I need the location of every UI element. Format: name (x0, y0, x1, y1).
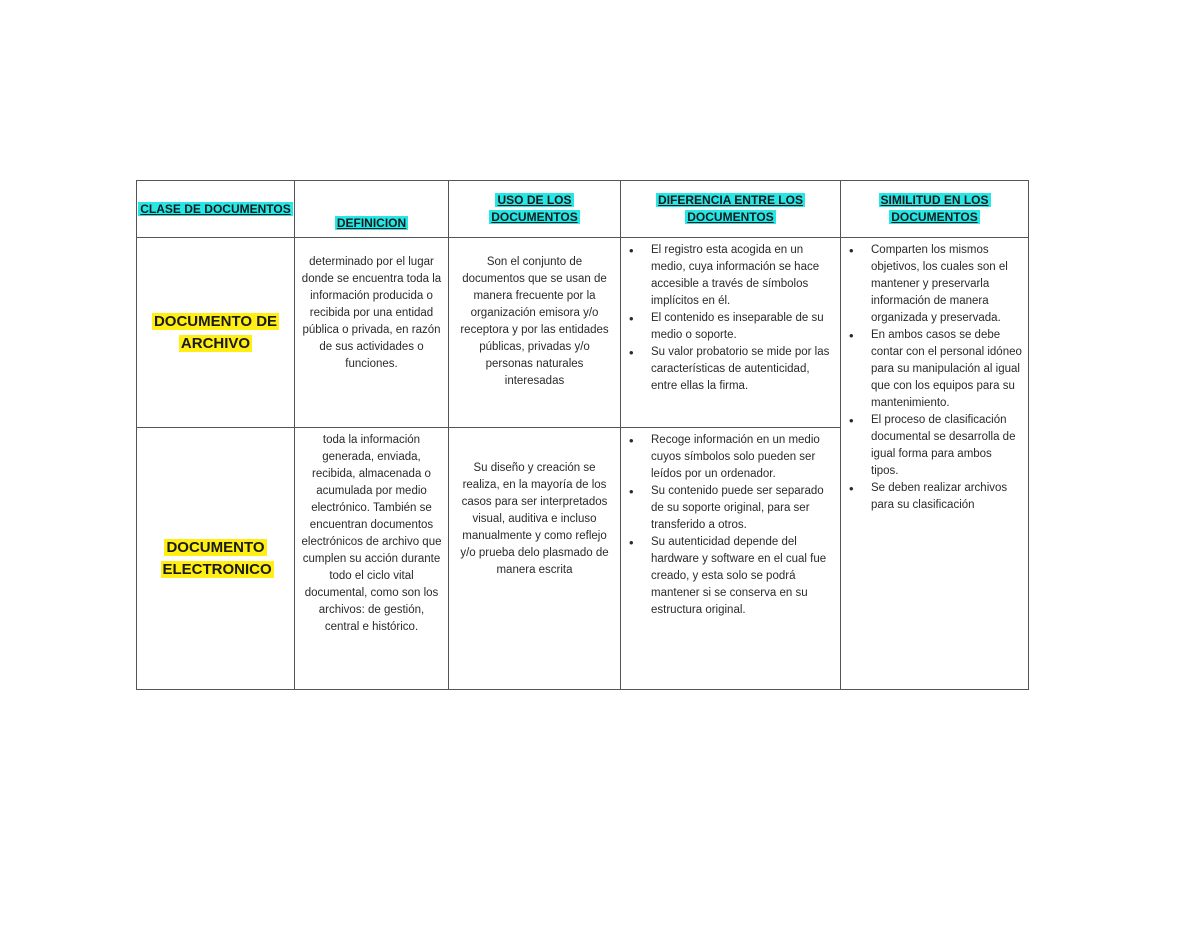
list-item: • El proceso de clasificación documental se desarrolla de igual forma para ambos tipos. (871, 412, 1022, 480)
header-similitud-label: SIMILITUD EN LOS DOCUMENTOS (880, 193, 989, 224)
list-item: • En ambos casos se debe contar con el personal idóneo para su manipulación al igual que con los equipos para su mantenimiento. (871, 327, 1022, 412)
list-item: • Su contenido puede ser separado de su soporte original, para ser transferido a otros. (651, 483, 834, 534)
list-item: • Se deben realizar archivos para su clasificación (871, 480, 1022, 514)
header-diferencia-label: DIFERENCIA ENTRE LOS DOCUMENTOS (658, 193, 803, 224)
header-diferencia (621, 181, 841, 238)
header-clase-label: CLASE DE DOCUMENTOS (140, 201, 291, 216)
list-item: • Recoge información en un medio cuyos símbolos solo pueden ser leídos por un ordenador. (651, 432, 834, 483)
list-item: • Comparten los mismos objetivos, los cuales son el mantener y preservarla información de manera organizada y preservada. (871, 242, 1022, 327)
header-definicion-label: DEFINICION (336, 216, 407, 230)
header-definicion (295, 181, 449, 238)
definicion-cell (295, 238, 449, 428)
table-row (137, 238, 1029, 428)
list-item: • Su valor probatorio se mide por las características de autenticidad, entre ellas la firma. (651, 344, 834, 395)
header-uso-label: USO DE LOS DOCUMENTOS (491, 193, 578, 224)
uso-cell (449, 428, 621, 690)
similitud-list (841, 238, 1028, 518)
definicion-text: toda la información generada, enviada, recibida, almacenada o acumulada por medio electrónico. También se encuentran documentos electrónicos de archivo que cumplen su acción durante todo el ciclo vital documental, como son los archivos: de gestión, central e histórico. (301, 434, 442, 633)
diferencia-cell (621, 428, 841, 690)
row-class-label: DOCUMENTO ELECTRONICO (162, 538, 272, 578)
diferencia-cell (621, 238, 841, 428)
header-clase (137, 181, 295, 238)
list-item: • El registro esta acogida en un medio, cuya información se hace accesible a través de símbolos implícitos en él. (651, 242, 834, 310)
uso-text: Son el conjunto de documentos que se usan de manera frecuente por la organización emisora y/o receptora y por las entidades públicas, privadas y/o personas naturales interesadas (460, 256, 609, 387)
definicion-cell (295, 428, 449, 690)
diferencia-list (621, 428, 840, 623)
row-class-cell (137, 238, 295, 428)
header-row (137, 181, 1029, 238)
diferencia-list (621, 238, 840, 399)
header-similitud (841, 181, 1029, 238)
row-class-label: DOCUMENTO DE ARCHIVO (153, 312, 278, 352)
comparison-table (136, 180, 1029, 690)
row-class-cell (137, 428, 295, 690)
similitud-cell (841, 238, 1029, 690)
list-item: • El contenido es inseparable de su medio o soporte. (651, 310, 834, 344)
header-uso (449, 181, 621, 238)
uso-cell (449, 238, 621, 428)
definicion-text: determinado por el lugar donde se encuentra toda la información producida o recibida por una entidad pública o privada, en razón de sus actividades o funciones. (301, 256, 442, 370)
uso-text: Su diseño y creación se realiza, en la mayoría de los casos para ser interpretados visual, auditiva e incluso manualmente y como reflejo y/o prueba delo plasmado de manera escrita (460, 462, 609, 576)
list-item: • Su autenticidad depende del hardware y software en el cual fue creado, y esta solo se podrá mantener si se conserva en su estructura original. (651, 534, 834, 619)
